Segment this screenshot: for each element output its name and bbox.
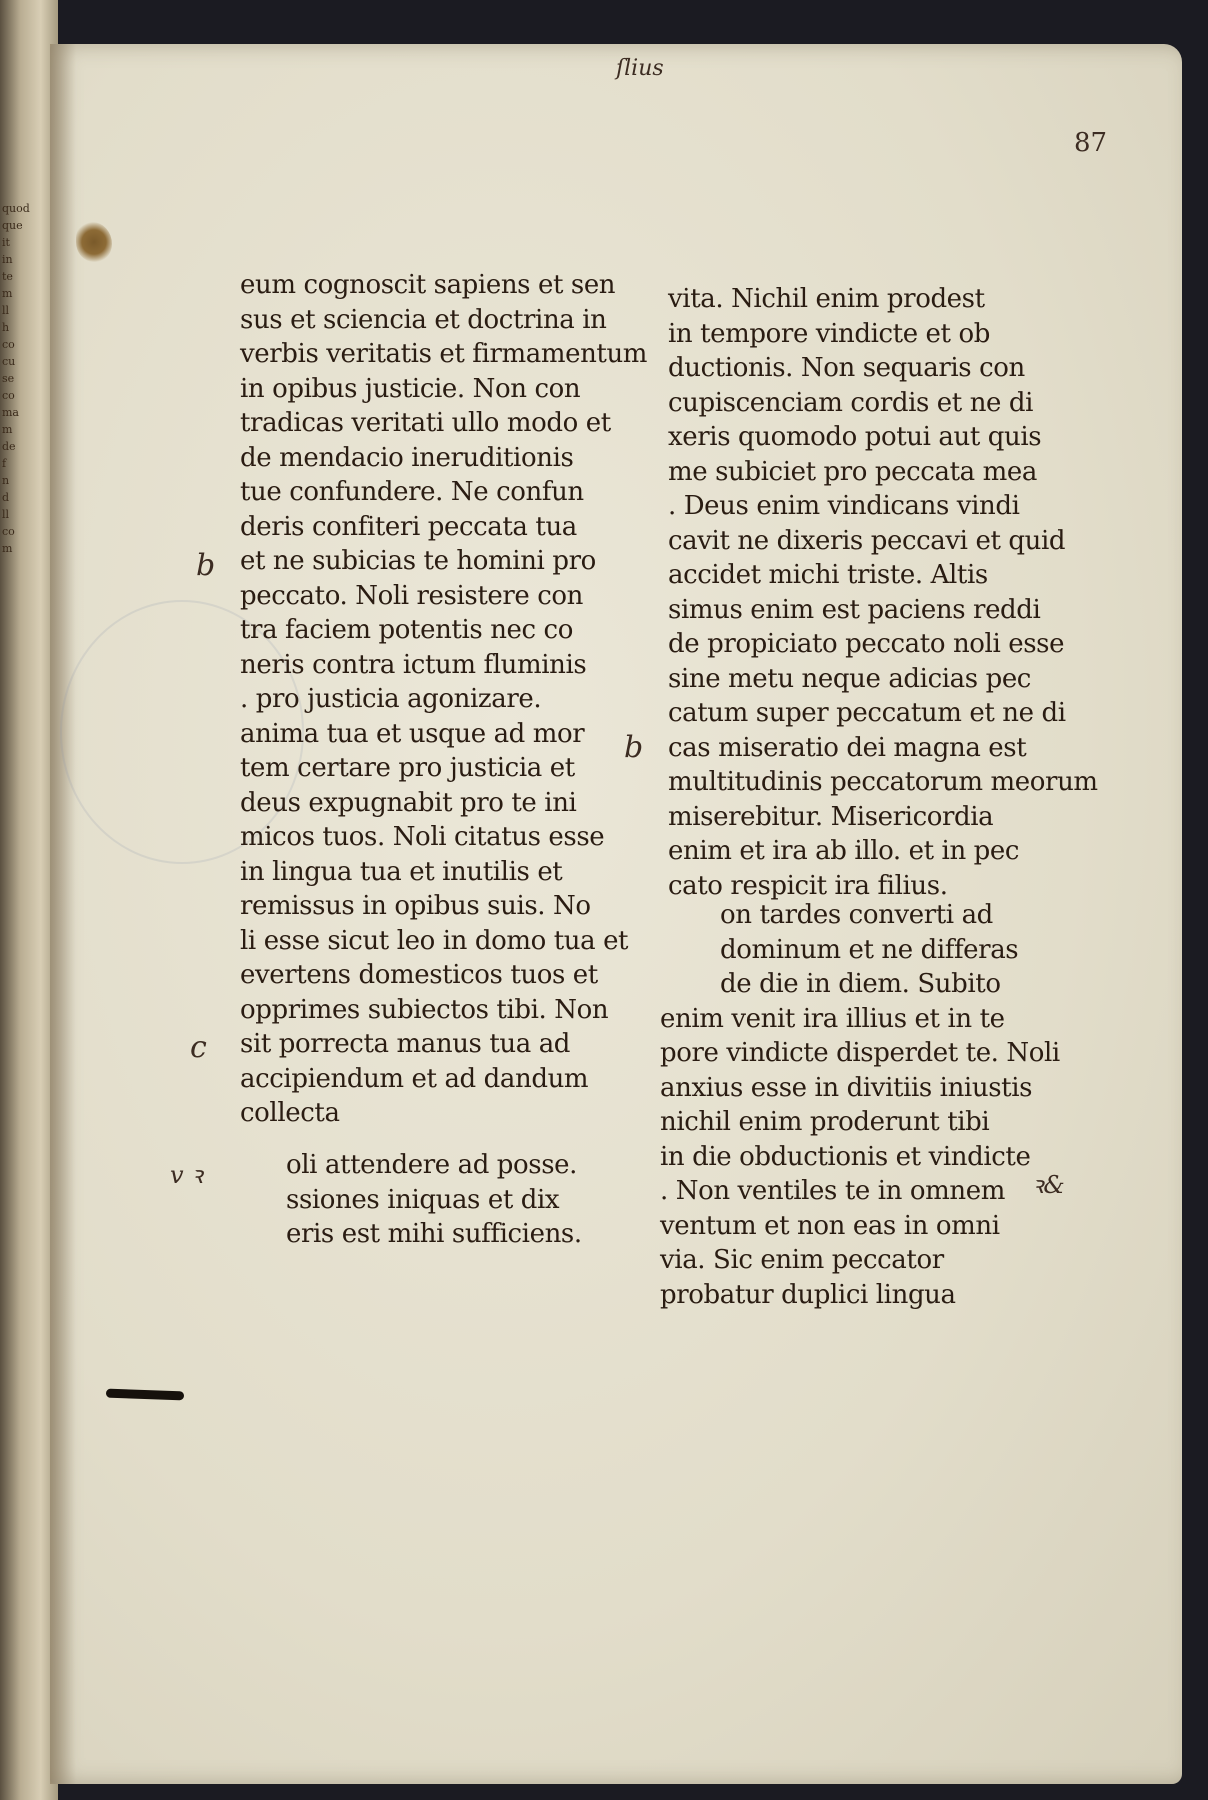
text-line: tradicas veritati ullo modo et	[240, 408, 611, 438]
text-line: deus expugnabit pro te ini	[240, 787, 577, 818]
text-line: neris contra ictum fluminis	[240, 649, 587, 680]
text-line: in lingua tua et inutilis et	[240, 856, 563, 887]
text-line: eris est mihi sufficiens.	[286, 1219, 582, 1249]
text-line: multitudinis peccatorum meorum	[668, 767, 1098, 797]
text-line: ventum et non eas in omni	[660, 1210, 1000, 1241]
margin-note-lower-left: v ꝛ	[170, 1161, 203, 1189]
text-line: de mendacio ineruditionis	[240, 442, 574, 473]
text-line: cato respicit ira filius.	[668, 870, 948, 901]
text-line: remissus in opibus suis. No	[240, 891, 591, 921]
text-line: vita. Nichil enim prodest	[668, 284, 985, 314]
text-line: evertens domesticos tuos et	[240, 960, 598, 990]
text-line: . pro justicia agonizare.	[240, 684, 542, 714]
text-line: . Non ventiles te in omnem	[660, 1176, 1005, 1206]
left-text-column	[240, 268, 648, 1131]
text-line: ssiones iniquas et dix	[286, 1184, 560, 1215]
text-line: de die in diem. Subito	[720, 969, 1001, 999]
text-line: probatur duplici lingua	[660, 1279, 956, 1310]
text-line: collecta	[240, 1098, 340, 1128]
text-line: eum cognoscit sapiens et sen	[240, 270, 616, 300]
gutter-text: quod que it in te m ll h co cu se co ma m de f n d ll co m	[2, 202, 30, 555]
text-line: ductionis. Non sequaris con	[668, 353, 1025, 383]
text-line: pore vindicte disperdet te. Noli	[660, 1038, 1060, 1068]
text-line: tue confundere. Ne confun	[240, 477, 584, 507]
text-line: enim et ira ab illo. et in pec	[668, 836, 1020, 866]
text-line: oli attendere ad posse.	[286, 1150, 578, 1180]
header-note: ſlius	[616, 56, 664, 81]
text-line: via. Sic enim peccator	[660, 1245, 944, 1275]
text-line: anima tua et usque ad mor	[240, 718, 585, 749]
text-line: et ne subicias te homini pro	[240, 546, 596, 576]
margin-note-left-1: b	[196, 548, 216, 583]
margin-note-left-2: c	[190, 1030, 207, 1065]
text-line: sine metu neque adicias pec	[668, 663, 1031, 694]
text-line: nichil enim proderunt tibi	[660, 1107, 990, 1137]
ink-stain	[76, 222, 112, 262]
text-line: micos tuos. Noli citatus esse	[240, 822, 605, 852]
text-line: me subiciet pro peccata mea	[668, 456, 1037, 487]
text-line: opprimes subiectos tibi. Non	[240, 994, 609, 1025]
text-line: verbis veritatis et firmamentum	[240, 339, 648, 369]
text-line: in tempore vindicte et ob	[668, 318, 990, 349]
left-text-column-lower	[286, 1148, 616, 1252]
text-line: accidet michi triste. Altis	[668, 560, 988, 590]
right-text-column-lower	[660, 898, 1060, 1312]
text-line: accipiendum et ad dandum	[240, 1063, 589, 1094]
text-line: in die obductionis et vindicte	[660, 1141, 1031, 1172]
text-line: miserebitur. Misericordia	[668, 801, 994, 832]
text-line: enim venit ira illius et in te	[660, 1003, 1005, 1034]
text-line: catum super peccatum et ne di	[668, 698, 1066, 728]
text-line: in opibus justicie. Non con	[240, 373, 581, 404]
page-shadow	[50, 44, 76, 1784]
text-line: xeris quomodo potui aut quis	[668, 422, 1042, 452]
margin-note-right-1: b	[624, 730, 644, 765]
text-line: de propiciato peccato noli esse	[668, 629, 1065, 659]
text-line: tra faciem potentis nec co	[240, 615, 573, 645]
text-line: sit porrecta manus tua ad	[240, 1029, 571, 1059]
text-line: tem certare pro justicia et	[240, 753, 575, 783]
text-line: cupiscenciam cordis et ne di	[668, 387, 1034, 418]
text-line: li esse sicut leo in domo tua et	[240, 925, 629, 956]
margin-note-lower-right: ꝛ&	[1032, 1171, 1065, 1199]
text-line: simus enim est paciens reddi	[668, 594, 1041, 625]
text-line: cas miseratio dei magna est	[668, 732, 1027, 763]
folio-number: 87	[1074, 128, 1108, 158]
text-line: peccato. Noli resistere con	[240, 580, 584, 611]
right-text-column	[668, 282, 1098, 903]
text-line: . Deus enim vindicans vindi	[668, 491, 1020, 521]
text-line: deris confiteri peccata tua	[240, 511, 577, 542]
text-line: sus et sciencia et doctrina in	[240, 304, 607, 335]
text-line: on tardes converti ad	[720, 900, 993, 930]
text-line: cavit ne dixeris peccavi et quid	[668, 525, 1066, 556]
text-line: dominum et ne differas	[720, 934, 1019, 965]
text-line: anxius esse in divitiis iniustis	[660, 1072, 1033, 1103]
